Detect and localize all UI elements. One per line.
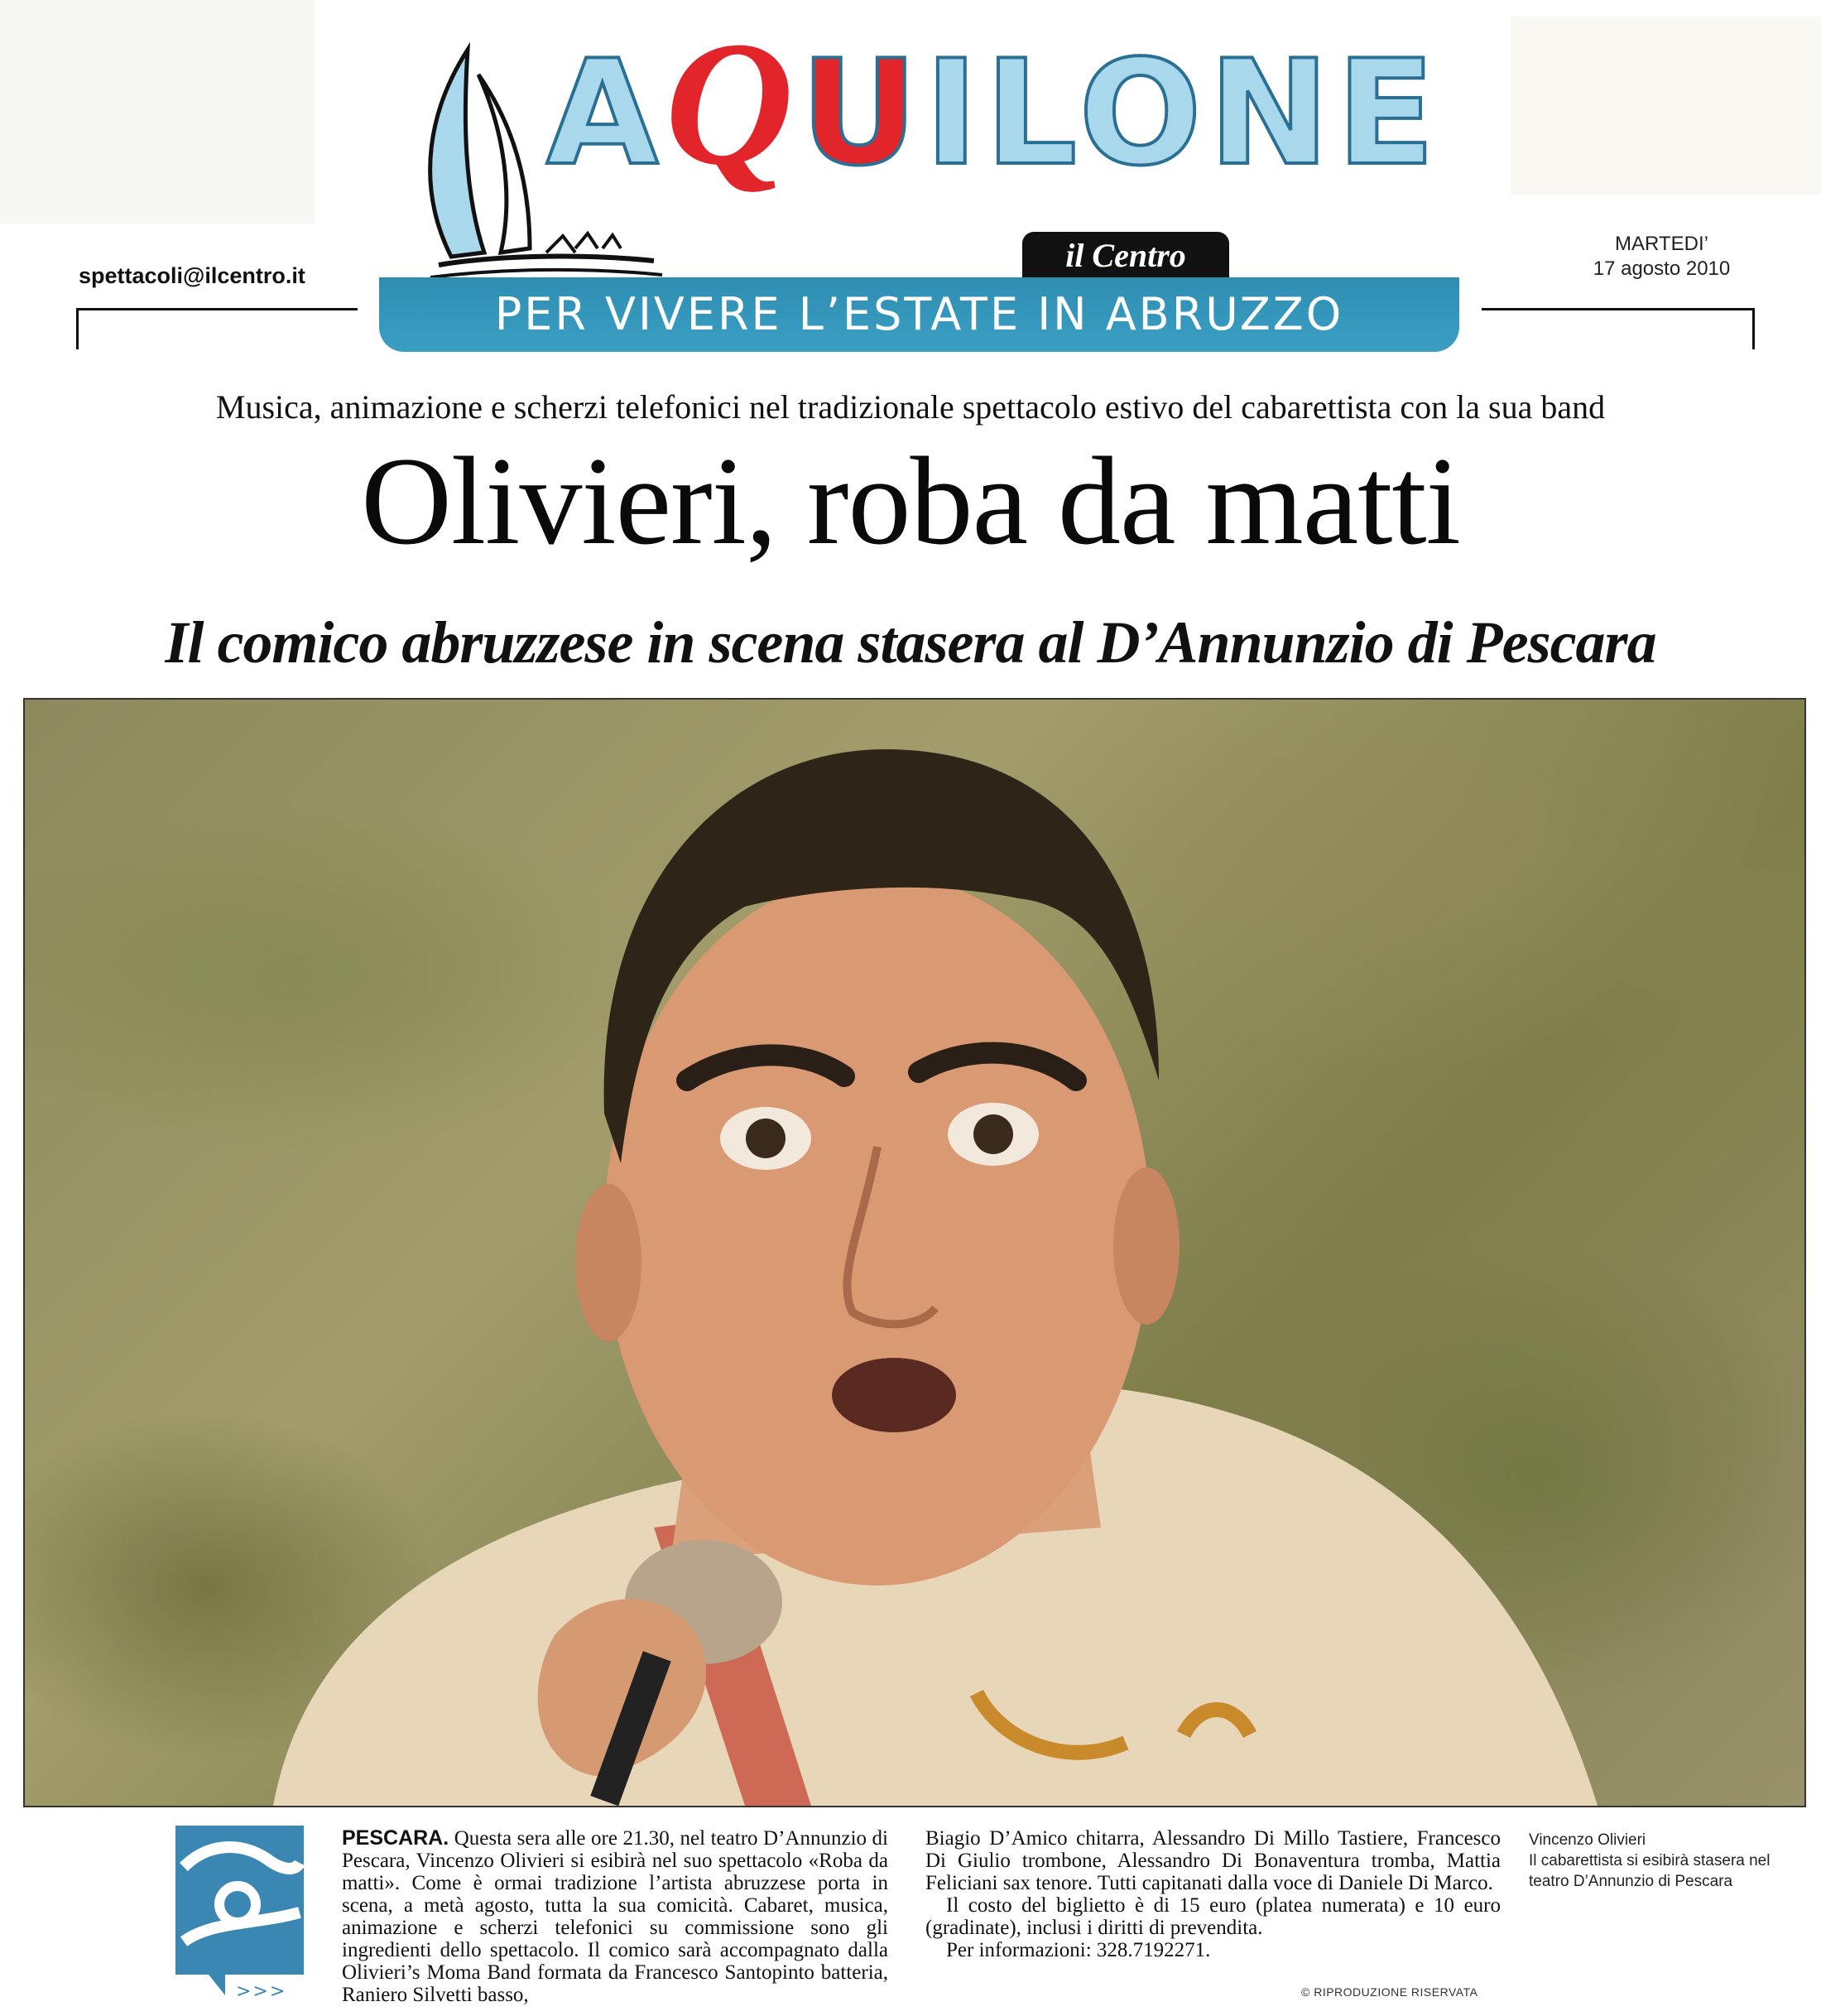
copyright-notice: © RIPRODUZIONE RISERVATA <box>1301 1985 1478 1999</box>
article-paragraph-3: Per informazioni: 328.7192271. <box>946 1939 1211 1961</box>
scan-margin-right <box>1511 17 1821 195</box>
article-paragraph-2: Il costo del biglietto è di 15 euro (platea numerata) e 10 euro (gradinate), inclusi i diritti di prevendita. <box>925 1894 1501 1939</box>
left-rule <box>76 308 358 310</box>
right-rule <box>1482 308 1755 310</box>
scan-margin-left <box>0 0 315 224</box>
issue-date <box>1573 232 1751 281</box>
performer-photo-illustration <box>25 700 1804 1806</box>
left-rule-tick <box>76 308 79 349</box>
masthead-title: AQUILONE <box>546 4 1442 202</box>
caption-text: Il cabarettista si esibirà stasera nel teatro D’Annunzio di Pescara <box>1529 1852 1771 1890</box>
right-rule-tick <box>1752 308 1755 349</box>
article-photo <box>23 698 1806 1807</box>
article-subhead: Il comico abruzzese in scena stasera al D’Annunzio di Pescara <box>165 609 1656 676</box>
caption-name: Vincenzo Olivieri <box>1529 1831 1646 1849</box>
article-column-1 <box>342 1827 888 2006</box>
article-column-2 <box>925 1827 1501 1961</box>
weekday-label: MARTEDI’ <box>1615 233 1708 255</box>
article-kicker: Musica, animazione e scherzi telefonici nel tradizionale spettacolo estivo del cabarettista con la sua band <box>215 388 1606 426</box>
tagline-banner: PER VIVERE L’ESTATE IN ABRUZZO <box>379 277 1459 352</box>
section-arrows-icon: >>> <box>236 1981 287 2002</box>
article-headline: Olivieri, roba da matti <box>361 431 1460 570</box>
il-centro-badge: il Centro <box>1022 232 1229 280</box>
photo-caption <box>1529 1830 1802 1892</box>
article-dateline: PESCARA. <box>342 1826 449 1850</box>
section-wave-icon <box>175 1826 304 1995</box>
article-paragraph-1a: Questa sera alle ore 21.30, nel teatro D’Annunzio di Pescara, Vincenzo Olivieri si esibirà nel suo spettacolo «Roba da matti». Come è ormai tradizione l’artista abruzzese porta in scena, a metà agosto, tutta la sua comicità. Cabaret, musica, animazione e scherzi telefonici su commissione sono gli ingredienti dello spettacolo. Il comico sarà accompagnato dalla Olivieri’s Moma Band formata da Francesco Santopinto batteria, Raniero Silvetti basso, <box>342 1827 889 2006</box>
date-label: 17 agosto 2010 <box>1593 257 1731 280</box>
article-paragraph-1b: Biagio D’Amico chitarra, Alessandro Di Millo Tastiere, Francesco Di Giulio trombone, Alessandro Di Bonaventura tromba, Mattia Feliciani sax tenore. Tutti capitanati dalla voce di Daniele Di Marco. <box>925 1827 1501 1894</box>
email-link[interactable]: spettacoli@ilcentro.it <box>79 263 305 288</box>
